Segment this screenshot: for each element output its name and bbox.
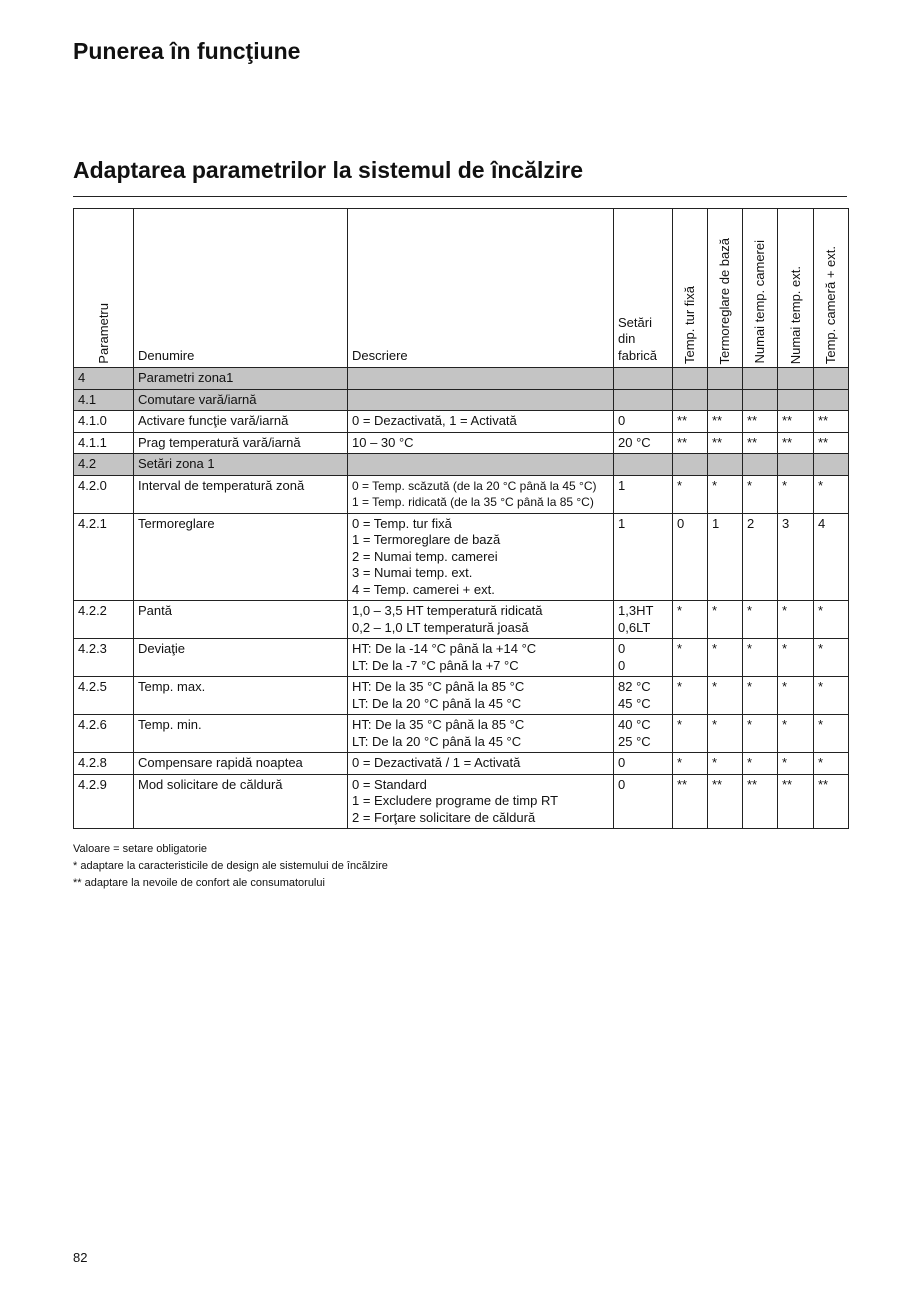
table-header-row: [74, 209, 849, 368]
cell-factory-setting: [614, 475, 673, 513]
cell-mode-1: 0: [673, 513, 708, 601]
cell-name: Temp. min.: [134, 715, 348, 753]
cell-factory-setting: [614, 432, 673, 454]
cell-mode-3: [743, 368, 778, 390]
description-line: 0 = Standard: [352, 776, 427, 792]
header-temp-camera-ext: Temp. cameră + ext.: [814, 209, 849, 368]
cell-mode-1: **: [673, 432, 708, 454]
table-group-row: [74, 368, 849, 390]
page-number: 82: [73, 1250, 88, 1265]
description-line: 0 = Dezactivată / 1 = Activată: [352, 755, 521, 770]
factory-value: 1: [618, 477, 626, 493]
cell-mode-3: [743, 389, 778, 411]
factory-value: 0: [618, 755, 626, 770]
cell-mode-5: [814, 389, 849, 411]
cell-mode-1: *: [673, 753, 708, 775]
page-title: Punerea în funcţiune: [73, 38, 301, 64]
cell-name: Termoreglare: [134, 513, 348, 601]
cell-mode-5: [814, 454, 849, 476]
cell-description: [348, 513, 614, 601]
cell-parameter: 4.1.1: [74, 432, 134, 454]
table-body: [74, 368, 849, 829]
cell-name: Comutare vară/iarnă: [134, 389, 348, 411]
parameter-table: [73, 208, 849, 829]
cell-mode-5: *: [814, 639, 849, 677]
description-line: 4 = Temp. camerei + ext.: [352, 581, 495, 597]
cell-parameter: 4.2.1: [74, 513, 134, 601]
description-line: LT: De la 20 °C până la 45 °C: [352, 733, 522, 749]
title-divider: [73, 196, 847, 197]
cell-description: [348, 677, 614, 715]
cell-factory-setting: [614, 774, 673, 829]
cell-factory-setting: [614, 639, 673, 677]
cell-description: [348, 774, 614, 829]
cell-mode-1: [673, 368, 708, 390]
factory-value: 0,6LT: [618, 619, 651, 635]
cell-name: Compensare rapidă noaptea: [134, 753, 348, 775]
cell-mode-5: *: [814, 475, 849, 513]
cell-mode-4: *: [778, 639, 814, 677]
cell-mode-5: **: [814, 774, 849, 829]
footnote-value: Valoare = setare obligatorie: [73, 843, 208, 855]
description-line: 10 – 30 °C: [352, 434, 414, 450]
description-line: 1 = Temp. ridicată (de la 35 °C până la 85 °C): [352, 495, 594, 509]
cell-mode-5: 4: [814, 513, 849, 601]
cell-parameter: 4.2.8: [74, 753, 134, 775]
header-parametru: Parametru: [74, 209, 134, 368]
table-row: [74, 475, 849, 513]
cell-mode-3: **: [743, 432, 778, 454]
cell-description: [348, 454, 614, 476]
cell-mode-5: **: [814, 432, 849, 454]
cell-mode-4: *: [778, 715, 814, 753]
cell-factory-setting: [614, 677, 673, 715]
table-row: [74, 432, 849, 454]
cell-mode-4: *: [778, 475, 814, 513]
description-line: 0 = Dezactivată, 1 = Activată: [352, 413, 517, 428]
header-descriere: Descriere: [348, 209, 614, 368]
cell-mode-1: **: [673, 411, 708, 433]
cell-mode-4: **: [778, 432, 814, 454]
cell-mode-1: *: [673, 475, 708, 513]
cell-mode-1: [673, 389, 708, 411]
factory-value: 40 °C: [618, 717, 651, 732]
cell-mode-4: **: [778, 411, 814, 433]
factory-value: 1,3HT: [618, 603, 654, 618]
cell-name: Parametri zona1: [134, 368, 348, 390]
factory-value: 82 °C: [618, 679, 651, 694]
description-line: LT: De la -7 °C până la +7 °C: [352, 657, 519, 673]
cell-factory-setting: [614, 513, 673, 601]
cell-mode-2: **: [708, 774, 743, 829]
description-line: HT: De la 35 °C până la 85 °C: [352, 717, 525, 732]
cell-mode-5: *: [814, 715, 849, 753]
table-row: [74, 513, 849, 601]
cell-mode-3: *: [743, 475, 778, 513]
cell-parameter: 4.2: [74, 454, 134, 476]
description-line: 2 = Forţare solicitare de căldură: [352, 809, 536, 825]
cell-parameter: 4.2.0: [74, 475, 134, 513]
cell-parameter: 4.2.9: [74, 774, 134, 829]
factory-value: 0: [618, 641, 626, 656]
cell-mode-4: *: [778, 601, 814, 639]
cell-mode-1: *: [673, 677, 708, 715]
cell-name: Setări zona 1: [134, 454, 348, 476]
factory-value: 0: [618, 776, 626, 792]
cell-parameter: 4.1.0: [74, 411, 134, 433]
cell-factory-setting: [614, 411, 673, 433]
description-line: 2 = Numai temp. camerei: [352, 548, 498, 564]
cell-mode-5: *: [814, 753, 849, 775]
cell-mode-1: *: [673, 601, 708, 639]
cell-mode-4: [778, 389, 814, 411]
cell-mode-2: [708, 389, 743, 411]
cell-description: [348, 601, 614, 639]
cell-name: Interval de temperatură zonă: [134, 475, 348, 513]
cell-mode-2: [708, 368, 743, 390]
cell-mode-3: **: [743, 411, 778, 433]
cell-factory-setting: [614, 715, 673, 753]
table-row: [74, 639, 849, 677]
cell-mode-2: **: [708, 432, 743, 454]
description-line: 1 = Excludere programe de timp RT: [352, 793, 559, 808]
table-row: [74, 753, 849, 775]
cell-mode-2: [708, 454, 743, 476]
cell-mode-5: *: [814, 677, 849, 715]
footnote-single-star: * adaptare la caracteristicile de design ale sistemului de încălzire: [73, 860, 388, 872]
footnotes: [73, 841, 388, 892]
cell-mode-3: **: [743, 774, 778, 829]
cell-parameter: 4.2.3: [74, 639, 134, 677]
header-denumire: Denumire: [134, 209, 348, 368]
cell-description: [348, 432, 614, 454]
factory-value: 20 °C: [618, 434, 651, 450]
cell-mode-2: *: [708, 677, 743, 715]
cell-factory-setting: [614, 601, 673, 639]
cell-mode-2: *: [708, 601, 743, 639]
cell-parameter: 4.2.5: [74, 677, 134, 715]
cell-mode-4: *: [778, 677, 814, 715]
header-setari-fabrica: Setări din fabrică: [614, 209, 673, 368]
cell-mode-3: 2: [743, 513, 778, 601]
table-row: [74, 677, 849, 715]
table-row: [74, 601, 849, 639]
factory-value: 0: [618, 413, 626, 428]
cell-mode-3: *: [743, 639, 778, 677]
header-termoreglare-baza: Termoreglare de bază: [708, 209, 743, 368]
cell-mode-3: *: [743, 601, 778, 639]
footnote-double-star: ** adaptare la nevoile de confort ale consumatorului: [73, 877, 325, 889]
description-line: HT: De la 35 °C până la 85 °C: [352, 679, 525, 694]
table-row: [74, 774, 849, 829]
cell-mode-2: **: [708, 411, 743, 433]
cell-mode-1: [673, 454, 708, 476]
cell-name: Mod solicitare de căldură: [134, 774, 348, 829]
cell-mode-3: *: [743, 677, 778, 715]
cell-mode-4: 3: [778, 513, 814, 601]
cell-mode-1: **: [673, 774, 708, 829]
header-numai-temp-ext: Numai temp. ext.: [778, 209, 814, 368]
cell-mode-2: 1: [708, 513, 743, 601]
table-group-row: [74, 454, 849, 476]
factory-value: 1: [618, 515, 626, 531]
table-row: [74, 715, 849, 753]
cell-name: Activare funcţie vară/iarnă: [134, 411, 348, 433]
cell-parameter: 4: [74, 368, 134, 390]
cell-mode-5: **: [814, 411, 849, 433]
description-line: 0 = Temp. scăzută (de la 20 °C până la 45 °C): [352, 478, 597, 493]
header-numai-temp-camerei: Numai temp. camerei: [743, 209, 778, 368]
description-line: 1 = Termoreglare de bază: [352, 532, 501, 547]
factory-value: 45 °C: [618, 695, 651, 711]
cell-description: [348, 715, 614, 753]
cell-mode-3: *: [743, 753, 778, 775]
cell-mode-3: *: [743, 715, 778, 753]
cell-mode-1: *: [673, 639, 708, 677]
cell-mode-4: *: [778, 753, 814, 775]
cell-name: Pantă: [134, 601, 348, 639]
description-line: 0,2 – 1,0 LT temperatură joasă: [352, 619, 529, 635]
cell-description: [348, 753, 614, 775]
cell-factory-setting: [614, 368, 673, 390]
cell-mode-1: *: [673, 715, 708, 753]
cell-mode-5: [814, 368, 849, 390]
cell-name: Deviaţie: [134, 639, 348, 677]
cell-mode-4: [778, 368, 814, 390]
cell-mode-5: *: [814, 601, 849, 639]
description-line: LT: De la 20 °C până la 45 °C: [352, 695, 522, 711]
cell-factory-setting: [614, 753, 673, 775]
cell-parameter: 4.1: [74, 389, 134, 411]
section-title: Adaptarea parametrilor la sistemul de încălzire: [73, 157, 584, 183]
cell-mode-2: *: [708, 715, 743, 753]
cell-factory-setting: [614, 454, 673, 476]
cell-description: [348, 411, 614, 433]
cell-mode-2: *: [708, 475, 743, 513]
cell-parameter: 4.2.6: [74, 715, 134, 753]
cell-description: [348, 639, 614, 677]
description-line: 1,0 – 3,5 HT temperatură ridicată: [352, 603, 543, 618]
description-line: HT: De la -14 °C până la +14 °C: [352, 641, 537, 656]
cell-mode-2: *: [708, 639, 743, 677]
cell-factory-setting: [614, 389, 673, 411]
cell-name: Prag temperatură vară/iarnă: [134, 432, 348, 454]
cell-mode-3: [743, 454, 778, 476]
table-row: [74, 411, 849, 433]
cell-parameter: 4.2.2: [74, 601, 134, 639]
factory-value: 0: [618, 657, 626, 673]
cell-name: Temp. max.: [134, 677, 348, 715]
description-line: 0 = Temp. tur fixă: [352, 515, 452, 531]
factory-value: 25 °C: [618, 733, 651, 749]
cell-description: [348, 475, 614, 513]
cell-mode-2: *: [708, 753, 743, 775]
cell-mode-4: **: [778, 774, 814, 829]
cell-description: [348, 368, 614, 390]
header-temp-tur-fixa: Temp. tur fixă: [673, 209, 708, 368]
cell-mode-4: [778, 454, 814, 476]
description-line: 3 = Numai temp. ext.: [352, 565, 473, 580]
table-group-row: [74, 389, 849, 411]
cell-description: [348, 389, 614, 411]
